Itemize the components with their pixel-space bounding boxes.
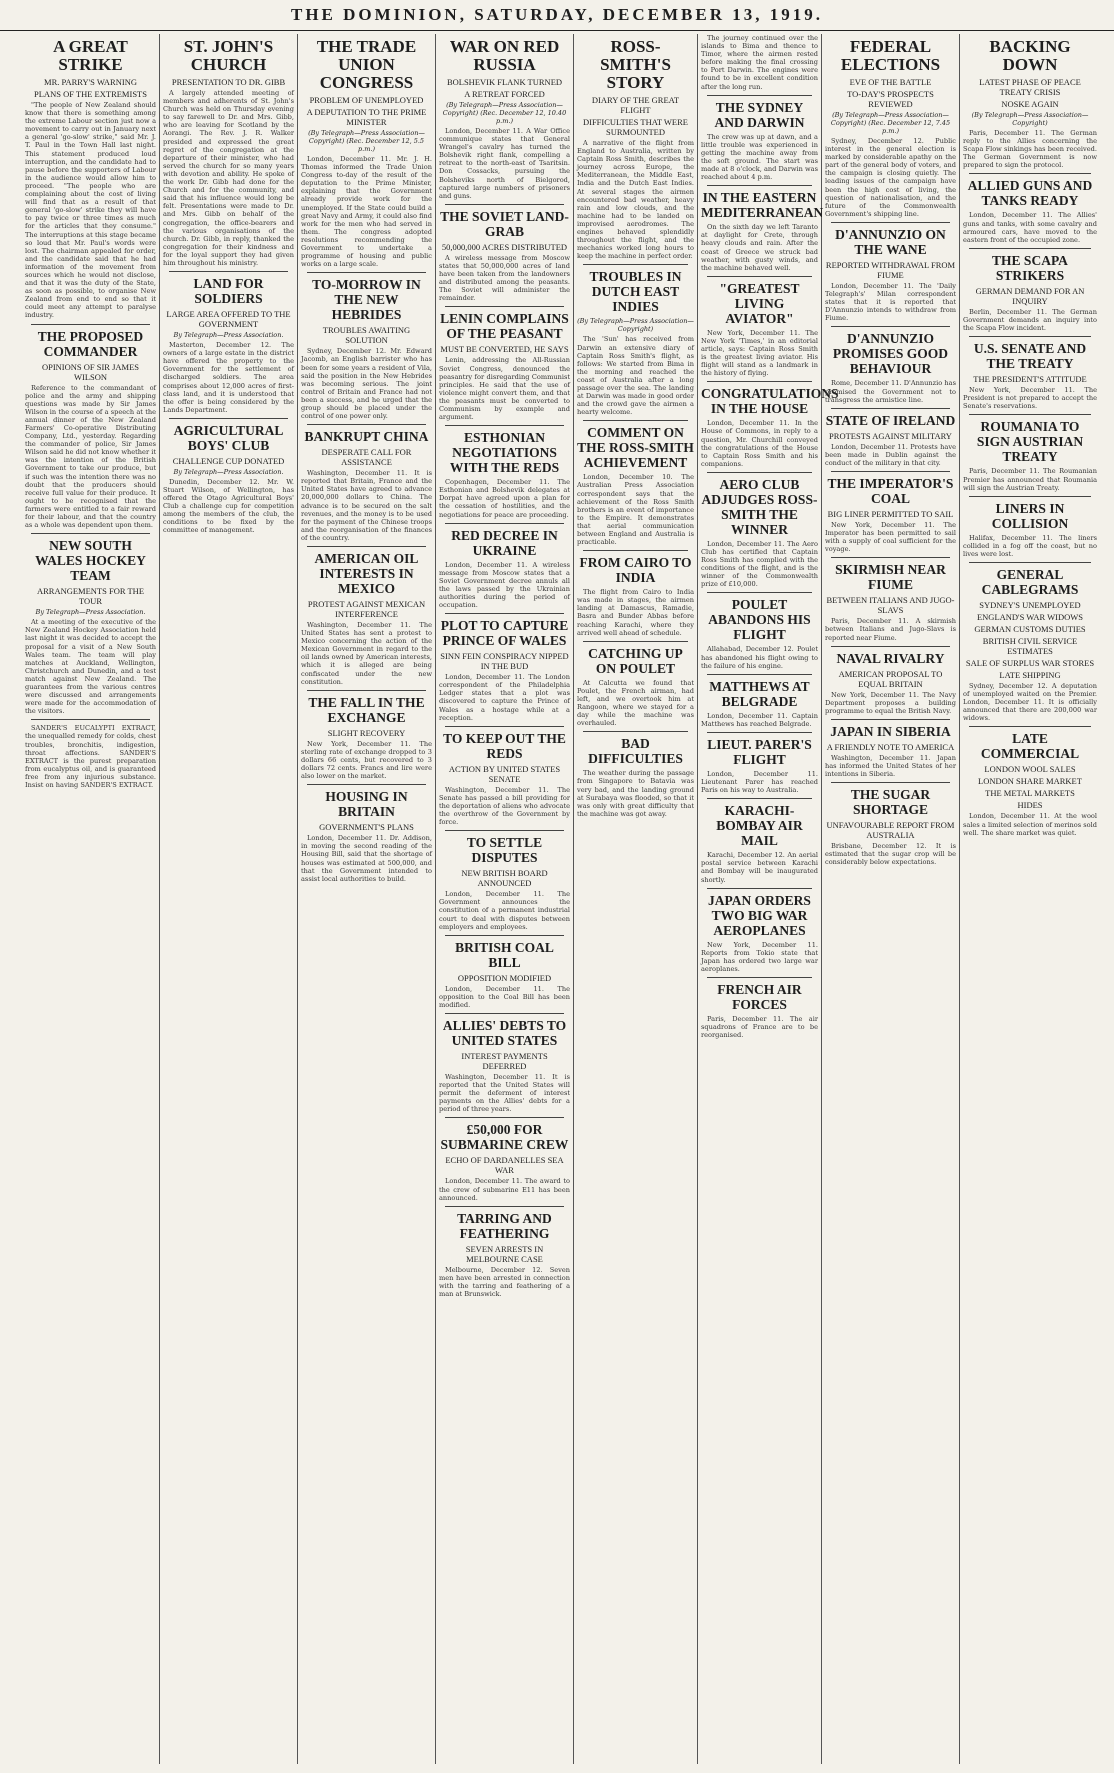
subheadline: LARGE AREA OFFERED TO THE GOVERNMENT xyxy=(166,309,291,330)
subheadline: ECHO OF DARDANELLES SEA WAR xyxy=(445,1155,564,1176)
article xyxy=(701,185,824,272)
news-column xyxy=(160,34,298,1764)
headline: U.S. SENATE AND THE TREATY xyxy=(973,341,1087,372)
article-divider xyxy=(445,726,564,727)
subheadline: OPPOSITION MODIFIED xyxy=(457,972,552,983)
subheadline: LONDON SHARE MARKET xyxy=(978,776,1082,787)
article xyxy=(963,248,1097,332)
article-divider xyxy=(31,533,150,534)
headline: RED DECREE IN UKRAINE xyxy=(451,527,558,558)
headline: "GREATEST LIVING AVIATOR" xyxy=(719,280,800,326)
article xyxy=(577,731,694,818)
article-body: Washington, December 11. The United States has sent a protest to Mexico concerning the action of the Mexican Government in regard to the oil lands owned by American interests, which it is alleged are being confiscated under the new constitution. xyxy=(301,621,432,686)
article-body: Washington, December 11. The Senate has passed a bill providing for the deportation of aliens who advocate the overthrow of the Government by force. xyxy=(439,785,570,827)
article-body: London, December 11. A War Office communique states that General Wrangel's cavalry has turned the Bolshevik right flank, compelling a retreat to the north-east of Tsaritsin. Don Cossacks, pursuing the Bolsheviks north of Bielgorod, captured large numbers of prisoners and guns. xyxy=(439,127,570,200)
article-divider xyxy=(307,546,426,547)
article xyxy=(439,204,570,303)
article-body: London, December 11. The London correspondent of the Philadelphia Ledger states that a plot was discovered to capture the Prince of Wales as a hostage while at a reception. xyxy=(439,673,570,722)
article-body: Washington, December 11. Japan has informed the United States of her intentions in Siberia. xyxy=(825,753,956,779)
article-body: London, December 11. In the House of Commons, in reply to a question, Mr. Churchill conveyed the congratulations of the House to Captain Ross Smith and his companions. xyxy=(701,419,818,468)
credit-line: By Telegraph—Press Association. xyxy=(35,608,146,617)
headline: CONGRATULATIONS IN THE HOUSE xyxy=(701,386,839,417)
article-body: A largely attended meeting of members and adherents of St. John's Church was held on Thursday evening to say farewell to Dr. and Mrs. Gibb, who are leaving for Scotland by the Aorangi. The Rev. J. R. Walker presided and expressed the great regret of the congregation at the departure of their minister, who had served the church for so many years with devotion and ability. He spoke of the work Dr. Gibb had done for the Church and for the community, and said that his influence would long be felt. Presentations were made to Dr. and Mrs. Gibb on behalf of the congregation, the office-bearers and the various organisations of the church. Dr. Gibb, in reply, thanked the congregation for their kindness and for the loyal support they had given him throughout his ministry. xyxy=(163,89,294,267)
article-divider xyxy=(445,1206,564,1207)
article xyxy=(439,1013,570,1113)
credit-line: (By Telegraph—Press Association—Copyright) xyxy=(577,317,694,334)
article xyxy=(163,418,294,535)
article-body: Masterton, December 12. The owners of a large estate in the district have offered the property to the Government for the settlement of discharged soldiers. The area comprises about 12,000 acres of first-class land, and it is understood that the offer is being considered by the Lands Department. xyxy=(163,341,294,414)
subheadline: SINN FEIN CONSPIRACY NIPPED IN THE BUD xyxy=(440,651,569,672)
subheadline: BOLSHEVIK FLANK TURNED xyxy=(446,77,563,87)
article-body: Washington, December 11. It is reported that the United States will permit the deferment of interest payments on the Allies' debts for a period of three years. xyxy=(439,1072,570,1114)
headline: COMMENT ON THE ROSS-SMITH ACHIEVEMENT xyxy=(577,425,694,471)
article xyxy=(825,646,956,715)
article-body: Washington, December 11. It is reported that Britain, France and the United States have agreed to advance 20,000,000 dollars to China. The advance is to be secured on the salt revenues, and the money is to be used for the payment of the Chinese troops and the reorganisation of the finances of the country. xyxy=(301,469,432,542)
article-body: Paris, December 11. The Roumanian Premier has announced that Roumania will sign the Austrian Treaty. xyxy=(963,467,1097,492)
article-divider xyxy=(707,592,812,593)
article-divider xyxy=(707,95,812,96)
article xyxy=(963,496,1097,558)
article-divider xyxy=(583,641,688,642)
subheadline: INTEREST PAYMENTS DEFERRED xyxy=(461,1050,548,1071)
headline: LATE COMMERCIAL xyxy=(980,731,1080,762)
news-column xyxy=(22,34,160,1764)
article xyxy=(963,414,1097,491)
article-divider xyxy=(707,977,812,978)
article xyxy=(577,420,694,546)
subheadline: MUST BE CONVERTED, HE SAYS xyxy=(440,344,569,355)
article xyxy=(25,533,156,715)
article-body: Dunedin, December 12. Mr. W. Stuart Wilson, of Wellington, has offered the Otago Agricultural Boys' Club a challenge cup for competition among the members of the club, the conditions to be fixed by the committee of management. xyxy=(163,477,294,535)
article-divider xyxy=(969,173,1091,174)
headline: FEDERAL ELECTIONS xyxy=(840,37,941,74)
subheadline: A RETREAT FORCED xyxy=(464,89,545,99)
headline: A GREAT STRIKE xyxy=(53,37,128,74)
article-body: The crew was up at dawn, and a little trouble was experienced in getting the machine away from the soft ground. The start was made at 8 o'clock, and Darwin was reached about 4 p.m. xyxy=(701,132,818,182)
article xyxy=(25,38,156,320)
article-divider xyxy=(969,496,1091,497)
article xyxy=(577,550,694,637)
article xyxy=(825,326,956,403)
subheadline: PROTESTS AGAINST MILITARY xyxy=(829,430,952,441)
subheadline: NEW BRITISH BOARD ANNOUNCED xyxy=(461,868,548,889)
subheadline: A DEPUTATION TO THE PRIME MINISTER xyxy=(306,107,427,127)
headline: JAPAN ORDERS TWO BIG WAR AEROPLANES xyxy=(708,892,811,938)
article-divider xyxy=(831,222,950,223)
headline: NAVAL RIVALRY xyxy=(836,650,945,666)
article xyxy=(701,674,818,728)
article-body: London, December 11. Dr. Addison, in moving the second reading of the Housing Bill, said that the shortage of houses was estimated at 500,000, and that the Government intended to assist local authorities to build. xyxy=(301,834,432,883)
subheadline: GOVERNMENT'S PLANS xyxy=(319,822,414,833)
subheadline: MR. PARRY'S WARNING xyxy=(44,77,137,87)
article-body: London, December 10. The Australian Press Association correspondent says that the achievement of the Ross Smith brothers is an event of importance to the Empire. It demonstrates that aerial communication between England and Australia is practicable. xyxy=(577,473,694,547)
headline: NEW SOUTH WALES HOCKEY TEAM xyxy=(35,538,146,584)
subheadline: ARRANGEMENTS FOR THE TOUR xyxy=(36,586,145,607)
article-divider xyxy=(445,830,564,831)
article-divider xyxy=(831,646,950,647)
article-divider xyxy=(831,471,950,472)
article-body: Paris, December 11. The German reply to the Allies concerning the Scapa Flow sinkings has been received. The German Government is now prepared to sign the protocol. xyxy=(963,129,1097,170)
article-divider xyxy=(707,888,812,889)
subheadline: SEVEN ARRESTS IN MELBOURNE CASE xyxy=(465,1243,544,1264)
article-body: Melbourne, December 12. Seven men have been arrested in connection with the tarring and feathering of a man at Brunswick. xyxy=(439,1265,570,1298)
article-body: A narrative of the flight from England to Australia, written by Captain Ross Smith, describes the journey across Europe, the Mediterranean, the Middle East, India and the Dutch East Indies. At several stages the airmen encountered bad weather, heavy rain and low clouds, and the machine had to be landed on improvised aerodromes. The engines behaved splendidly throughout the flight, and the mechanics worked long hours to keep the machine in perfect order. xyxy=(577,139,694,261)
news-column xyxy=(960,34,1100,1764)
article-divider xyxy=(307,272,426,273)
subheadline: 50,000,000 ACRES DISTRIBUTED xyxy=(441,241,568,252)
article-body: The weather during the passage from Singapore to Batavia was very bad, and the landing ground at Surabaya was flooded, so that it was only with great difficulty that the machine was got away. xyxy=(577,769,694,818)
credit-line: By Telegraph—Press Association. xyxy=(173,467,284,476)
headline: D'ANNUNZIO ON THE WANE xyxy=(835,226,946,257)
subheadline: DIFFICULTIES THAT WERE SURMOUNTED xyxy=(582,117,688,137)
subheadline: CHALLENGE CUP DONATED xyxy=(172,455,285,466)
credit-line: (By Telegraph—Press Association—Copyright) (Rec. December 12, 7.45 p.m.) xyxy=(830,111,951,135)
article-divider xyxy=(583,420,688,421)
article-body: The 'Sun' has received from Darwin an extensive diary of Captain Ross Smith's flight, as follows: We started from Bima in the morning and reached the coast of Australia after a long passage over the sea. The landing at Darwin was made in good order and the crowd gave the airmen a hearty welcome. xyxy=(577,335,694,417)
article-divider xyxy=(969,336,1091,337)
article-body: London, December 11. The Aero Club has certified that Captain Ross Smith has complied with the conditions of the flight, and is the winner of the Commonwealth prize of £10,000. xyxy=(701,539,818,589)
subheadline: ENGLAND'S WAR WIDOWS xyxy=(976,611,1084,622)
article-body: New York, December 11. The Imperator has been permitted to sail with a supply of coal sufficient for the voyage. xyxy=(825,520,956,554)
article-body: Sydney, December 12. Public interest in the general election is marked by considerable apathy on the part of the general body of voters, and the campaign is closing quietly. The leading issues of the campaign have been the high cost of living, the question of nationalisation, and the future of the Commonwealth Government's shipping line. xyxy=(825,137,956,218)
article-divider xyxy=(707,472,812,473)
article-divider xyxy=(831,326,950,327)
headline: POULET ABANDONS HIS FLIGHT xyxy=(708,597,811,643)
article xyxy=(963,336,1097,410)
subheadline: EVE OF THE BATTLE xyxy=(849,77,932,87)
headline: AGRICULTURAL BOYS' CLUB xyxy=(173,422,284,453)
article-divider xyxy=(831,782,950,783)
article-divider xyxy=(969,414,1091,415)
article-body: Copenhagen, December 11. The Esthonian and Bolshevik delegates at Dorpat have agreed upon a plan for the cessation of hostilities, and the negotiations for peace are proceeding. xyxy=(439,478,570,519)
headline: WAR ON RED RUSSIA xyxy=(449,37,560,74)
article-divider xyxy=(31,324,150,325)
headline: TARRING AND FEATHERING xyxy=(457,1210,552,1241)
news-column xyxy=(298,34,436,1764)
article-divider xyxy=(969,248,1091,249)
article xyxy=(963,726,1097,836)
article-divider xyxy=(707,381,812,382)
credit-line: (By Telegraph—Press Association—Copyright) (Rec. December 12, 5.5 p.m.) xyxy=(308,129,425,153)
subheadline: HIDES xyxy=(1017,800,1043,811)
credit-line: By Telegraph—Press Association. xyxy=(173,331,284,340)
article-body: London, December 11. A wireless message from Moscow states that a Soviet Government decree annuls all the laws passed by the Ukrainian authorities during the period of occupation. xyxy=(439,560,570,610)
article-divider xyxy=(707,732,812,733)
article-body: New York, December 11. Reports from Tokio state that Japan has ordered two large war aeroplanes. xyxy=(701,940,818,973)
headline: STATE OF IRELAND xyxy=(825,412,956,428)
article xyxy=(301,690,432,780)
headline: LAND FOR SOLDIERS xyxy=(193,276,264,307)
subheadline: BETWEEN ITALIANS AND JUGO-SLAVS xyxy=(826,595,955,616)
article-body: Berlin, December 11. The German Government demands an inquiry into the Scapa Flow incident. xyxy=(963,307,1097,333)
article-body: London, December 11. The Government announces the constitution of a permanent industrial court to deal with disputes between employers and employees. xyxy=(439,890,570,931)
headline: AERO CLUB ADJUDGES ROSS-SMITH THE WINNER xyxy=(701,476,818,537)
article xyxy=(701,381,839,468)
article xyxy=(701,34,818,91)
article-body: London, December 11. Protests have been made in Dublin against the conduct of the military in that city. xyxy=(825,442,956,467)
subheadline: ACTION BY UNITED STATES SENATE xyxy=(448,763,561,784)
subheadline: TROUBLES AWAITING SOLUTION xyxy=(322,325,411,346)
headline: THE IMPERATOR'S COAL xyxy=(827,475,954,506)
news-column xyxy=(822,34,960,1764)
headline: TO KEEP OUT THE REDS xyxy=(443,730,566,761)
article-divider xyxy=(583,731,688,732)
article-divider xyxy=(307,424,426,425)
subheadline: NOSKE AGAIN xyxy=(1001,99,1059,109)
masthead: THE DOMINION, SATURDAY, DECEMBER 13, 1919. xyxy=(0,0,1114,31)
headline: THE SOVIET LAND-GRAB xyxy=(440,208,569,239)
article-divider xyxy=(969,562,1091,563)
article xyxy=(439,726,570,826)
credit-line: (By Telegraph—Press Association—Copyright) (Rec. December 12, 10.40 p.m.) xyxy=(442,101,567,125)
article-body: London, December 11. Captain Matthews has reached Belgrade. xyxy=(701,711,818,728)
article xyxy=(439,613,570,722)
article xyxy=(825,557,956,641)
article-body: At a meeting of the executive of the New Zealand Hockey Association held last night it was decided to accept the proposal for a visit of a New South Wales team. The team will play matches at Auckland, Wellington, Christchurch and Dunedin, and a test match against New Zealand. The guarantees from the various centres were discussed and arrangements were made for the accommodation of the visitors. xyxy=(25,618,156,716)
headline: PLOT TO CAPTURE PRINCE OF WALES xyxy=(440,618,569,649)
article-body: Allahabad, December 12. Poulet has abandoned his flight owing to the failure of his engine. xyxy=(701,645,818,670)
headline: TO-MORROW IN THE NEW HEBRIDES xyxy=(312,277,421,323)
headline: SKIRMISH NEAR FIUME xyxy=(835,562,946,593)
article xyxy=(25,719,156,789)
subheadline: DIARY OF THE GREAT FLIGHT xyxy=(591,95,680,115)
headline: HOUSING IN BRITAIN xyxy=(325,789,408,820)
article-body: Lenin, addressing the All-Russian Soviet Congress, denounced the peasantry for disregarding Communist principles. He said that the use of violence might convert them, and that the peasants must be converted to Communism by example and argument. xyxy=(439,356,570,422)
subheadline: THE METAL MARKETS xyxy=(985,788,1075,799)
article-body: SANDER'S EUCALYPTI EXTRACT, the unequalled remedy for colds, chest troubles, bronchitis, indigestion, throat affections. SANDER'S EXTRACT is the purest preparation from eucalyptus oil, and is guaranteed free from any injurious substance. Insist on having SANDER'S EXTRACT. xyxy=(25,724,156,789)
headline: ALLIED GUNS AND TANKS READY xyxy=(967,178,1093,209)
subheadline: GERMAN DEMAND FOR AN INQUIRY xyxy=(975,285,1085,306)
article xyxy=(163,271,294,414)
headline: AMERICAN OIL INTERESTS IN MEXICO xyxy=(314,551,419,596)
subheadline: GERMAN CUSTOMS DUTIES xyxy=(974,623,1086,634)
subheadline: PLANS OF THE EXTREMISTS xyxy=(34,89,147,99)
article-body: The journey continued over the islands to Bima and thence to Timor, where the airmen rested before making the final crossing to Port Darwin. The engines were found to be in excellent condition after the long run. xyxy=(701,34,818,91)
headline: MATTHEWS AT BELGRADE xyxy=(709,678,810,709)
article-body: "The people of New Zealand should know that there is something among the extreme Labour section just now a movement to carry out in January next a general 'go-slow' strike," said Mr. J. T. Paul in the Town Hall last night. This statement produced loud interruption, and the candidate had to pause before the supporters of Labour in the audience would allow him to proceed. "The people who are complaining about the cost of living will find that as a result of that general 'go-slow' strike they will have to pay twice or three times as much for the articles that they consume." The interruptions at this stage became so loud that Mr. Paul's words were lost. The chairman appealed for order, and the candidate said that he had information of the movement from sources which he would not disclose, and that it was the duty of the State, as soon as possible, to organise New Zealand from end to end so that it could meet any attempt to paralyse industry. xyxy=(25,101,156,320)
article-divider xyxy=(707,798,812,799)
article xyxy=(577,641,694,728)
article xyxy=(701,732,818,794)
article-divider xyxy=(831,408,950,409)
article xyxy=(825,782,956,866)
news-column xyxy=(698,34,839,1764)
headline: GENERAL CABLEGRAMS xyxy=(981,566,1079,597)
article-body: New York, December 11. The New York 'Times,' in an editorial article, says: Captain Ross Smith is the greatest living aviator. His flight will stand as a landmark in the history of flying. xyxy=(701,328,818,378)
article xyxy=(301,38,432,268)
article-body: New York, December 11. The sterling rate of exchange dropped to 3 dollars 66 cents, but recovered to 3 dollars 72 cents. Francs and lire were also lower on the market. xyxy=(301,739,432,781)
article-divider xyxy=(445,613,564,614)
article-divider xyxy=(445,1013,564,1014)
article xyxy=(701,95,818,182)
article-body: The flight from Cairo to India was made in stages, the airmen landing at Damascus, Ramadie, Basra and Bunder Abbas before reaching Karachi, where they arrived well ahead of schedule. xyxy=(577,588,694,637)
article-body: Paris, December 11. The air squadrons of France are to be reorganised. xyxy=(701,1014,818,1040)
subheadline: TO-DAY'S PROSPECTS REVIEWED xyxy=(847,89,934,109)
subheadline: BRITISH CIVIL SERVICE ESTIMATES xyxy=(982,635,1078,656)
article xyxy=(301,784,432,883)
headline: ALLIES' DEBTS TO UNITED STATES xyxy=(442,1017,567,1048)
article-divider xyxy=(445,935,564,936)
article xyxy=(25,324,156,530)
headline: BAD DIFFICULTIES xyxy=(588,736,683,767)
headline: ST. JOHN'S CHURCH xyxy=(183,37,274,74)
article-body: Brisbane, December 12. It is estimated that the sugar crop will be considerably below expectations. xyxy=(825,842,956,867)
subheadline: SALE OF SURPLUS WAR STORES xyxy=(965,657,1095,668)
article xyxy=(963,562,1097,722)
article-divider xyxy=(445,1117,564,1118)
headline: TO SETTLE DISPUTES xyxy=(466,835,543,866)
article xyxy=(439,523,570,610)
news-column xyxy=(574,34,698,1764)
article-divider xyxy=(31,719,150,720)
article-divider xyxy=(707,185,812,186)
article-body: London, December 11. The award to the crew of submarine E11 has been announced. xyxy=(439,1177,570,1202)
article xyxy=(701,592,818,669)
subheadline: AMERICAN PROPOSAL TO EQUAL BRITAIN xyxy=(838,668,943,689)
article-divider xyxy=(307,784,426,785)
article-body: London, December 11. At the wool sales a limited selection of merinos sold well. The share market was quiet. xyxy=(963,812,1097,837)
subheadline: PROTEST AGAINST MEXICAN INTERFERENCE xyxy=(307,599,426,619)
article-body: Reference to the commandant of police and the army and shipping questions was made by Sir James Wilson in the course of a speech at the annual dinner of the New Zealand Farmers' Co-operative Distributing Company, Ltd., yesterday. Regarding the commander of police, Sir James Wilson said he did not know whether it was the intention of the British Government to take our produce, but if such was the intention there was no doubt that the producers should receive full value for their produce. It ought to be recognised that the farmers were entitled to a fair reward for their labour, and that the country as a whole was dependent upon them. xyxy=(25,383,156,530)
article-body: New York, December 11. The Navy Department proposes a building programme to equal the British Navy. xyxy=(825,690,956,715)
headline: BACKING DOWN xyxy=(989,37,1071,74)
article xyxy=(825,719,956,778)
article-body: London, December 11. The 'Daily Telegraph's' Milan correspondent states that it is reported that D'Annunzio intends to withdraw from Fiume. xyxy=(825,281,956,323)
subheadline: REPORTED WITHDRAWAL FROM FIUME xyxy=(825,259,956,280)
headline: BRITISH COAL BILL xyxy=(455,939,554,970)
article-body: On the sixth day we left Taranto at daylight for Crete, through heavy clouds and rain. After the coast of Greece we struck bad weather, with gusty winds, and the machine behaved well. xyxy=(701,223,818,272)
headline: ROSS-SMITH'S STORY xyxy=(600,37,671,92)
article xyxy=(701,798,818,883)
article-divider xyxy=(445,523,564,524)
article-divider xyxy=(169,418,288,419)
article-body: Rome, December 11. D'Annunzio has promised the Government not to transgress the armistice line. xyxy=(825,379,956,404)
article xyxy=(825,38,956,218)
article xyxy=(439,1117,570,1201)
article-body: Paris, December 11. A skirmish between Italians and Jugo-Slavs is reported near Fiume. xyxy=(825,617,956,642)
article-divider xyxy=(831,719,950,720)
article xyxy=(701,276,818,378)
article xyxy=(301,424,432,542)
article-divider xyxy=(445,425,564,426)
subheadline: SLIGHT RECOVERY xyxy=(327,727,406,738)
news-column xyxy=(436,34,574,1764)
subheadline: BIG LINER PERMITTED TO SAIL xyxy=(827,508,954,519)
article xyxy=(577,38,694,260)
article-body: At Calcutta we found that Poulet, the French airman, had left, and we overtook him at Rangoon, where we stayed for a day while the machine was overhauled. xyxy=(577,678,694,728)
headline: BANKRUPT CHINA xyxy=(304,429,429,445)
newspaper-columns xyxy=(22,34,1100,1764)
headline: ESTHONIAN NEGOTIATIONS WITH THE REDS xyxy=(449,430,560,476)
subheadline: LATEST PHASE OF PEACE TREATY CRISIS xyxy=(979,77,1081,97)
article xyxy=(701,977,818,1039)
headline: D'ANNUNZIO PROMISES GOOD BEHAVIOUR xyxy=(832,331,949,377)
article-body: Karachi, December 12. An aerial postal service between Karachi and Bombay will be inaugurated shortly. xyxy=(701,851,818,884)
subheadline: THE PRESIDENT'S ATTITUDE xyxy=(973,374,1087,385)
article-body: A wireless message from Moscow states that 50,000,000 acres of land have been taken from the landowners and distributed among the peasants. The Soviet will administer the remainder. xyxy=(439,253,570,303)
article-divider xyxy=(707,674,812,675)
article xyxy=(577,264,694,416)
article xyxy=(825,471,956,553)
headline: IN THE EASTERN MEDITERRANEAN xyxy=(701,190,824,221)
headline: THE SYDNEY AND DARWIN xyxy=(714,99,805,130)
article xyxy=(963,38,1097,169)
article xyxy=(439,935,570,1009)
headline: KARACHI-BOMBAY AIR MAIL xyxy=(716,803,803,849)
headline: ROUMANIA TO SIGN AUSTRIAN TREATY xyxy=(976,419,1084,465)
article xyxy=(963,173,1097,243)
subheadline: SYDNEY'S UNEMPLOYED xyxy=(979,599,1081,610)
headline: JAPAN IN SIBERIA xyxy=(830,723,951,739)
headline: THE SCAPA STRIKERS xyxy=(992,252,1068,283)
article-divider xyxy=(445,204,564,205)
credit-line: (By Telegraph—Press Association—Copyright) xyxy=(971,111,1089,127)
article-divider xyxy=(169,271,288,272)
article-body: New York, December 11. The President is not prepared to accept the Senate's reservations. xyxy=(963,386,1097,411)
article xyxy=(439,1206,570,1298)
article-divider xyxy=(969,726,1091,727)
article-body: London, December 11. The opposition to the Coal Bill has been modified. xyxy=(439,984,570,1009)
article xyxy=(439,306,570,421)
article xyxy=(825,408,956,467)
article-body: London, December 11. Lieutenant Parer has reached Paris on his way to Australia. xyxy=(701,769,818,795)
headline: LINERS IN COLLISION xyxy=(991,500,1069,531)
article xyxy=(301,546,432,686)
subheadline: DESPERATE CALL FOR ASSISTANCE xyxy=(321,447,412,468)
headline: LIEUT. PARER'S FLIGHT xyxy=(707,736,812,767)
article xyxy=(701,472,818,589)
article-body: Halifax, December 11. The liners collided in a fog off the coast, but no lives were lost. xyxy=(963,533,1097,558)
article xyxy=(439,425,570,518)
article-divider xyxy=(307,690,426,691)
headline: TROUBLES IN DUTCH EAST INDIES xyxy=(589,269,682,315)
subheadline: LONDON WOOL SALES xyxy=(984,764,1076,775)
article-divider xyxy=(707,276,812,277)
article-body: London, December 11. Mr. J. H. Thomas informed the Trade Union Congress to-day of the result of the deputation to the Prime Minister, explaining that the Government already provide work for the unemployed. If the State could build a great Navy and Army, it could also find work for the men who had served in them. The congress adopted resolutions recommending the Government to undertake a programme of housing and public works on a large scale. xyxy=(301,155,432,269)
subheadline: PRESENTATION TO DR. GIBB xyxy=(171,77,286,87)
article-divider xyxy=(583,264,688,265)
headline: FRENCH AIR FORCES xyxy=(717,981,802,1012)
article-body: Sydney, December 12. A deputation of unemployed waited on the Premier. London, December 11. It is officially announced that there are 200,000 war widows. xyxy=(963,681,1097,723)
article xyxy=(701,888,818,973)
headline: CATCHING UP ON POULET xyxy=(588,645,683,676)
article xyxy=(439,38,570,200)
subheadline: A FRIENDLY NOTE TO AMERICA xyxy=(826,741,955,752)
article xyxy=(163,38,294,267)
subheadline: LATE SHIPPING xyxy=(999,669,1061,680)
article-divider xyxy=(445,306,564,307)
article xyxy=(301,272,432,420)
headline: THE PROPOSED COMMANDER xyxy=(37,328,144,359)
article-divider xyxy=(831,557,950,558)
headline: THE SUGAR SHORTAGE xyxy=(850,787,931,818)
article-divider xyxy=(583,550,688,551)
article-body: London, December 11. The Allies' guns and tanks, with some cavalry and armoured cars, have moved to the eastern front of the occupied zone. xyxy=(963,211,1097,244)
headline: THE FALL IN THE EXCHANGE xyxy=(308,694,425,725)
headline: FROM CAIRO TO INDIA xyxy=(579,555,692,586)
article-body: Sydney, December 12. Mr. Edward Jacomb, an English barrister who has been for some years a resident of Vila, said the position in the New Hebrides was becoming serious. The joint control of Britain and France had not been a success, and he urged that the group should be placed under the control of one power only. xyxy=(301,347,432,421)
subheadline: OPINIONS OF SIR JAMES WILSON xyxy=(41,361,140,382)
article xyxy=(439,830,570,930)
headline: LENIN COMPLAINS OF THE PEASANT xyxy=(440,311,569,342)
article xyxy=(825,222,956,322)
headline: £50,000 FOR SUBMARINE CREW xyxy=(440,1122,569,1153)
subheadline: UNFAVOURABLE REPORT FROM AUSTRALIA xyxy=(826,820,955,841)
subheadline: PROBLEM OF UNEMPLOYED xyxy=(309,95,424,105)
headline: THE TRADE UNION CONGRESS xyxy=(316,37,417,92)
